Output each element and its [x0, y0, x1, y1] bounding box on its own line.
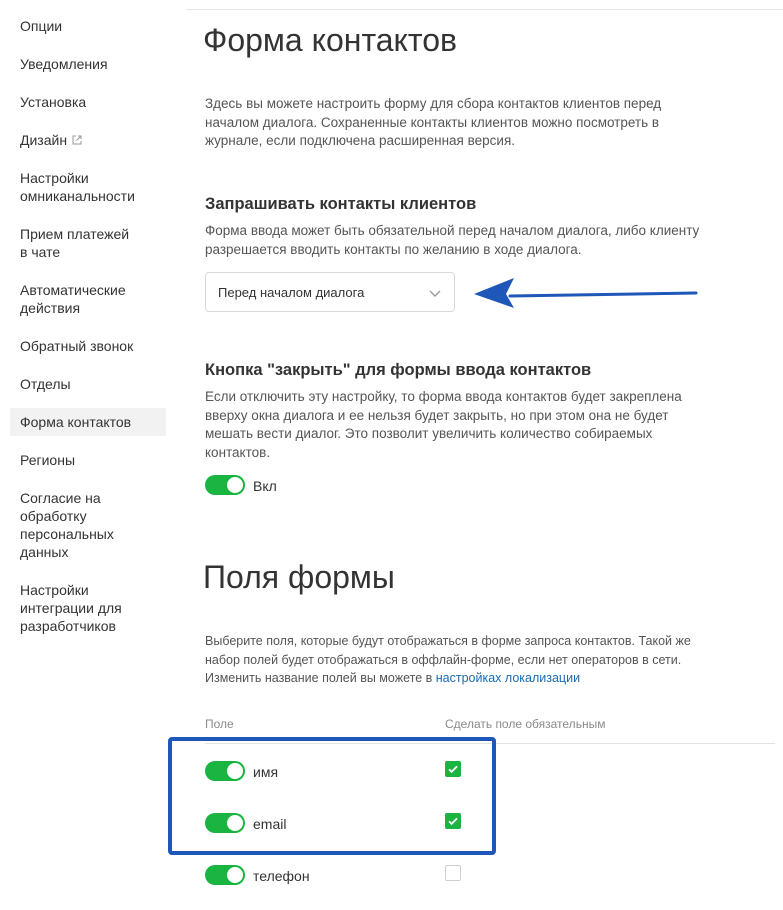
sidebar-item-label-line: интеграции для: [20, 600, 122, 616]
description-line: [205, 669, 691, 688]
annotation-highlight-box: [168, 737, 496, 855]
description-line: набор полей будет отображаться в оффлайн-форме, если нет операторов в сети.: [205, 652, 682, 667]
close-button-toggle-label: Вкл: [253, 478, 277, 494]
sidebar-item-departments[interactable]: [10, 375, 166, 393]
field-label-email: email: [253, 816, 287, 832]
close-button-toggle[interactable]: [205, 475, 245, 495]
sidebar-item-label: Опции: [20, 18, 63, 34]
sidebar-item-contact-form[interactable]: [10, 408, 166, 436]
table-header-divider: [205, 743, 775, 744]
request-timing-select[interactable]: [205, 272, 455, 312]
field-toggle-phone[interactable]: [205, 865, 245, 885]
sidebar-item-label: Уведомления: [20, 56, 108, 72]
description-line: началом диалога. Сохраненные контакты клиентов можно посмотреть в: [205, 114, 660, 130]
sidebar-item-label-line: обработку: [20, 508, 87, 524]
description-line: контактов.: [205, 444, 271, 460]
required-checkbox-email[interactable]: [445, 813, 461, 829]
sidebar-item-label-line: Согласие на: [20, 490, 101, 506]
page-title: Форма контактов: [203, 22, 457, 58]
chevron-down-icon: [428, 286, 442, 300]
toggle-knob: [227, 477, 243, 493]
sidebar-item-label: Отделы: [20, 376, 71, 392]
sidebar-item-label-line: Настройки: [20, 582, 89, 598]
external-link-icon: [72, 135, 82, 145]
toggle-knob: [227, 763, 243, 779]
description-line: Здесь вы можете настроить форму для сбора контактов клиентов перед: [205, 96, 662, 111]
required-checkbox-phone[interactable]: [445, 865, 461, 881]
field-toggle-email[interactable]: [205, 813, 245, 833]
description-line: Форма ввода может быть обязательной перед началом диалога, либо клиенту: [205, 223, 700, 238]
column-header-required: Сделать поле обязательным: [445, 717, 606, 731]
form-fields-title: Поля формы: [203, 559, 395, 595]
sidebar-item-label-line: данных: [20, 544, 69, 560]
sidebar-item-design[interactable]: [10, 131, 166, 149]
sidebar-item-callback[interactable]: [10, 337, 166, 355]
sidebar-item-label-line: Прием платежей: [20, 226, 130, 242]
sidebar-item-omnichannel[interactable]: [10, 169, 166, 205]
sidebar-item-label-line: действия: [20, 300, 81, 316]
required-checkbox-name[interactable]: [445, 761, 461, 777]
sidebar-item-consent[interactable]: [10, 489, 166, 561]
column-header-field: Поле: [205, 717, 234, 731]
sidebar-item-payments[interactable]: [10, 225, 166, 261]
sidebar-item-label-line: персональных: [20, 526, 114, 542]
top-divider: [186, 9, 783, 10]
sidebar-item-label-line: Автоматические: [20, 282, 126, 298]
sidebar-item-label: Регионы: [20, 452, 76, 468]
sidebar-item-label-line: Настройки: [20, 170, 89, 186]
checkmark-icon: [447, 815, 459, 827]
sidebar-item-label: Установка: [20, 94, 87, 110]
sidebar-item-label-line: омниканальности: [20, 188, 135, 204]
description-line: журнале, если подключена расширенная версия.: [205, 133, 516, 148]
description-line: Выберите поля, которые будут отображаться в форме запроса контактов. Такой же: [205, 634, 691, 648]
sidebar-item-notifications[interactable]: [10, 55, 166, 73]
request-contacts-title: Запрашивать контакты клиентов: [205, 195, 477, 213]
description-line: вверху окна диалога и ее нельзя будет закрыть, но при этом она не будет: [205, 407, 669, 423]
sidebar-item-label: Форма контактов: [20, 414, 132, 430]
description-text: Изменить название полей вы можете в: [205, 671, 436, 685]
description-line: мешать вести диалог. Это позволит увеличить количество собираемых: [205, 426, 653, 441]
close-button-description: [205, 388, 682, 462]
sidebar-item-regions[interactable]: [10, 451, 166, 469]
sidebar-item-automatic-actions[interactable]: [10, 281, 166, 317]
localization-settings-link[interactable]: настройках локализации: [435, 671, 581, 685]
toggle-knob: [227, 867, 243, 883]
checkmark-icon: [447, 763, 459, 775]
close-button-title: Кнопка "закрыть" для формы ввода контактов: [205, 361, 592, 379]
sidebar-item-label-line: разработчиков: [20, 618, 116, 634]
select-value: Перед началом диалога: [218, 285, 365, 300]
sidebar-item-label-line: в чате: [20, 244, 61, 260]
field-label-name: имя: [253, 764, 279, 780]
field-label-phone: телефон: [253, 868, 310, 884]
description-line: Если отключить эту настройку, то форма ввода контактов будет закреплена: [205, 389, 682, 404]
toggle-knob: [227, 815, 243, 831]
sidebar-item-options[interactable]: [10, 17, 166, 35]
request-contacts-description: [205, 222, 699, 259]
sidebar-item-label: Дизайн: [20, 132, 68, 148]
sidebar-item-developer-integration[interactable]: [10, 581, 166, 635]
sidebar-item-label: Обратный звонок: [20, 338, 134, 354]
field-toggle-name[interactable]: [205, 761, 245, 781]
sidebar-item-installation[interactable]: [10, 93, 166, 111]
form-fields-description: [205, 632, 691, 688]
description-line: разрешается вводить контакты по желанию в ходе диалога.: [205, 241, 582, 257]
page-description: [205, 95, 661, 151]
annotation-arrow: [470, 274, 700, 310]
